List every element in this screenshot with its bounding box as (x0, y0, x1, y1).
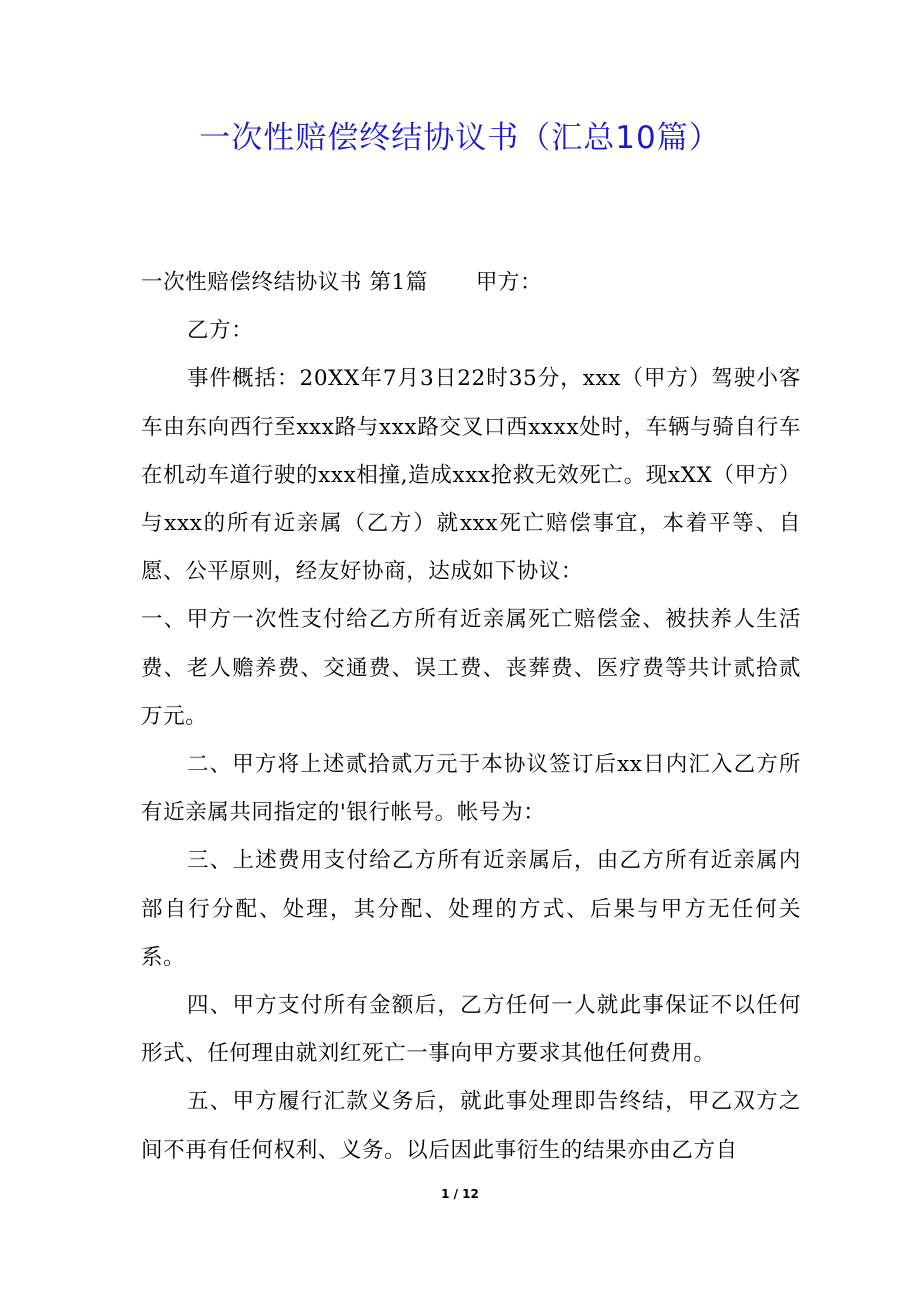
section-heading-line (141, 259, 801, 307)
page-number: 1 / 12 (441, 1187, 479, 1201)
paragraph-clause-1: 一、甲方一次性支付给乙方所有近亲属死亡赔偿金、被扶养人生活费、老人赡养费、交通费、误工费、丧葬费、医疗费等共计贰拾贰万元。 (141, 607, 801, 729)
paragraph-clause-4: 四、甲方支付所有金额后，乙方任何一人就此事保证不以任何形式、任何理由就刘红死亡一事向甲方要求其他任何费用。 (141, 993, 801, 1067)
paragraph-party-b: 乙方： (187, 318, 254, 344)
paragraph-clause-5: 五、甲方履行汇款义务后，就此事处理即告终结，甲乙双方之间不再有任何权利、义务。以后因此事衍生的结果亦由乙方自 (141, 1089, 801, 1163)
paragraph-clause-3: 三、上述费用支付给乙方所有近亲属后，由乙方所有近亲属内部自行分配、处理，其分配、处理的方式、后果与甲方无任何关系。 (141, 848, 801, 970)
document-title: 一次性赔偿终结协议书（汇总10篇） (199, 120, 721, 156)
paragraph-event-summary: 事件概括：20XX年7月3日22时35分，xxx（甲方）驾驶小客车由东向西行至xxx路与xxx路交叉口西xxxx处时，车辆与骑自行车在机动车道行驶的xxx相撞,造成xxx抢救无效死亡。现xXX（甲方）与xxx的所有近亲属（乙方）就xxx死亡赔偿事宜，本着平等、自愿、公平原则，经友好协商，达成如下协议： (141, 366, 801, 585)
party-a-label: 甲方： (475, 270, 543, 295)
section-heading: 一次性赔偿终结协议书 第1篇 (141, 270, 428, 295)
document-body (141, 259, 801, 1175)
paragraph-clause-2: 二、甲方将上述贰拾贰万元于本协议签订后xx日内汇入乙方所有近亲属共同指定的'银行帐号。帐号为： (141, 752, 801, 826)
